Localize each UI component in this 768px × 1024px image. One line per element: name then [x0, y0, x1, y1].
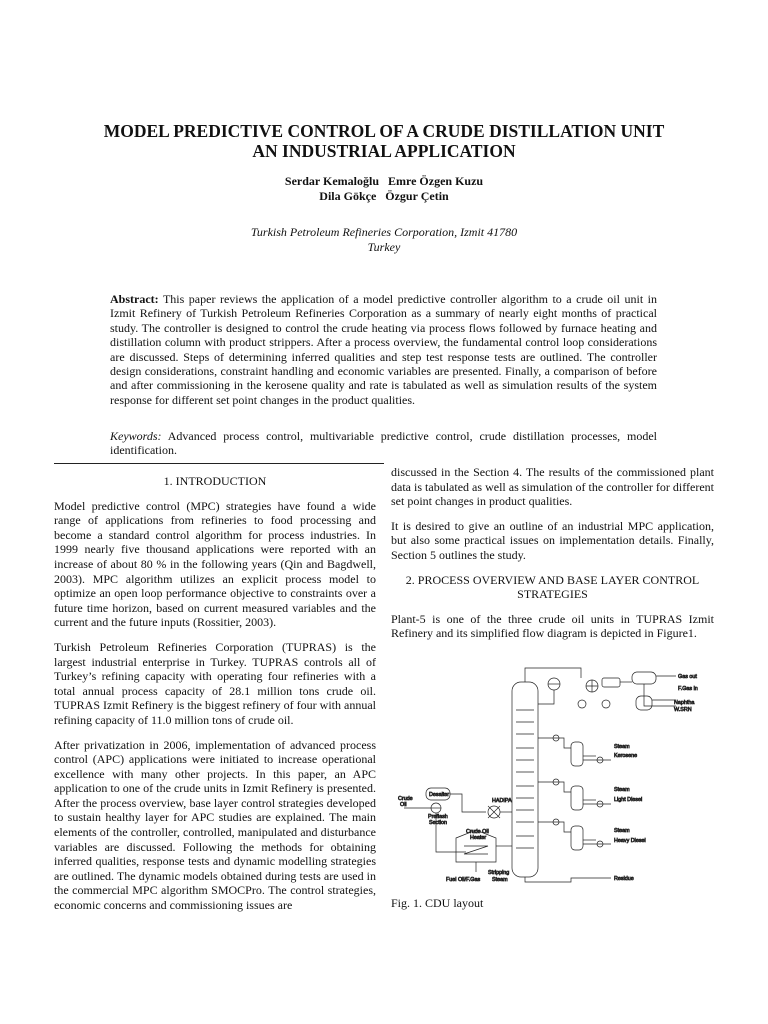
abstract: [110, 292, 657, 407]
label-preflash: Preflash: [428, 814, 448, 820]
label-kerosene: Kerosene: [614, 753, 638, 759]
section-heading-introduction: 1. INTRODUCTION: [163, 474, 267, 488]
label-heavy-diesel: Heavy Diesel: [614, 838, 646, 844]
label-steam: Steam: [614, 744, 630, 750]
label-fgas-in: F.Gas in: [678, 686, 698, 692]
label-oil: Oil: [400, 802, 407, 808]
label-residue: Residue: [614, 876, 634, 882]
authors-line-2: Dila Gökçe Özgur Çetin: [319, 189, 449, 203]
label-hadipa: HADIPA: [492, 798, 512, 804]
right-column: [391, 465, 714, 651]
distillation-column-icon: [512, 682, 538, 877]
residue-line: [525, 877, 611, 882]
title-line-2: AN INDUSTRIAL APPLICATION: [252, 141, 516, 161]
label-steam: Steam: [492, 877, 508, 883]
label-naphtha: Naphtha: [674, 700, 695, 706]
paragraph: After privatization in 2006, implementation of advanced process control (APC) applications were initiated to increase operational excellence with many other projects. In this paper, an APC application to one of the crude units in Izmit Refinery is presented. After the process overview, base layer control strategies developed to sustain healthy layer for APC studies are explained. The main elements of the controller, controlled, manipulated and disturbance variables are discussed. Following the methods for obtaining inferred qualities, response tests and dynamic modelling strategies are outlined. The dynamic models obtained during tests are used in the commercial MPC algorithm SMOCPro. The control strategies, economic concerns and commissioning issues are: [54, 737, 376, 913]
paragraph: discussed in the Section 4. The results of the commissioned plant data is tabulated as well as simulation of the controller for different set point changes in product qualities.: [391, 465, 714, 509]
author-list: [60, 174, 708, 204]
affiliation-line-1: Turkish Petroleum Refineries Corporation, Izmit 41780: [250, 225, 518, 239]
label-heater: Heater: [470, 835, 487, 841]
label-light-diesel: Light Diesel: [614, 797, 643, 803]
keywords-text: Advanced process control, multivariable predictive control, crude distillation processes, model identification.: [110, 429, 657, 458]
keywords-label: Keywords:: [110, 429, 162, 443]
label-desalter: Desalter: [429, 792, 450, 798]
paragraph: Model predictive control (MPC) strategies have found a wide range of applications from refineries to food processing and become a standard control algorithm for process industries. In 1999 nearly five thousand applications were reported with an increase of about 80 % in the following years (Qin and Bagdwell, 2003). MPC algorithm utilizes an explicit process model to optimize an open loop performance objective to constraints over a future time horizon, based on current measured variables and the current and the future inputs (Rossitier, 2003).: [54, 498, 376, 630]
affiliation-line-2: Turkey: [367, 240, 401, 254]
section-heading-process-overview: 2. PROCESS OVERVIEW AND BASE LAYER CONTROL STRATEGIES: [405, 572, 700, 602]
keywords: [110, 429, 657, 458]
abstract-label: Abstract:: [110, 292, 159, 306]
label-crude: Crude: [398, 796, 413, 802]
label-fuel-gas: Fuel Oil/F.Gas: [446, 877, 481, 883]
figure-caption: Fig. 1. CDU layout: [391, 896, 484, 910]
label-crude-oil: Crude Oil: [466, 829, 489, 835]
label-steam: Steam: [614, 828, 630, 834]
cdu-flow-diagram: [396, 660, 708, 888]
paragraph: Turkish Petroleum Refineries Corporation (TUPRAS) is the largest industrial enterprise in Turkey. TUPRAS controls all of Turkey’s refining capacity with operating four refineries with a total annual process capacity of 28.1 million tons crude oil. TUPRAS Izmit Refinery is the biggest refinery of four with annual refining capacity of 11.0 million tons of crude oil.: [54, 639, 376, 727]
label-gas-out: Gas out: [678, 674, 697, 680]
abstract-text: This paper reviews the application of a model predictive controller algorithm to a crude oil unit in Izmit Refinery of Turkish Petroleum Refineries Corporation as a summary of nearly eight months of practical study. The controller is designed to control the crude heating via process flows followed by furnace heating and distillation column with product strippers. After a process overview, the fundamental control loop considerations are discussed. Steps of determining inferred qualities and step test response tests are outlined. The controller design considerations, constraint handling and economic variables are presented. Finally, a comparison of before and after commissioning in the kerosene quality and rate is tabulated as well as simulation results of the system response for different set point changes in the product qualities.: [110, 292, 657, 407]
paragraph: Plant-5 is one of the three crude oil units in TUPRAS Izmit Refinery and its simplified flow diagram is depicted in Figure1.: [391, 611, 714, 641]
label-section: Section: [429, 820, 447, 826]
authors-line-1: Serdar Kemaloğlu Emre Özgen Kuzu: [284, 174, 484, 188]
side-stripper-icon: [538, 735, 611, 850]
abstract-divider: [54, 463, 384, 464]
paper-title: [60, 121, 708, 161]
paragraph: It is desired to give an outline of an industrial MPC application, but also some practical issues on implementation details. Finally, Section 5 outlines the study.: [391, 518, 714, 562]
label-wsrn: W.SRN: [674, 707, 692, 713]
overhead-condenser-icon: [525, 668, 676, 710]
left-column: [54, 474, 376, 923]
label-steam: Steam: [614, 787, 630, 793]
label-stripping: Stripping: [488, 870, 510, 876]
title-line-1: MODEL PREDICTIVE CONTROL OF A CRUDE DISTILLATION UNIT: [103, 121, 665, 141]
affiliation: [60, 225, 708, 255]
